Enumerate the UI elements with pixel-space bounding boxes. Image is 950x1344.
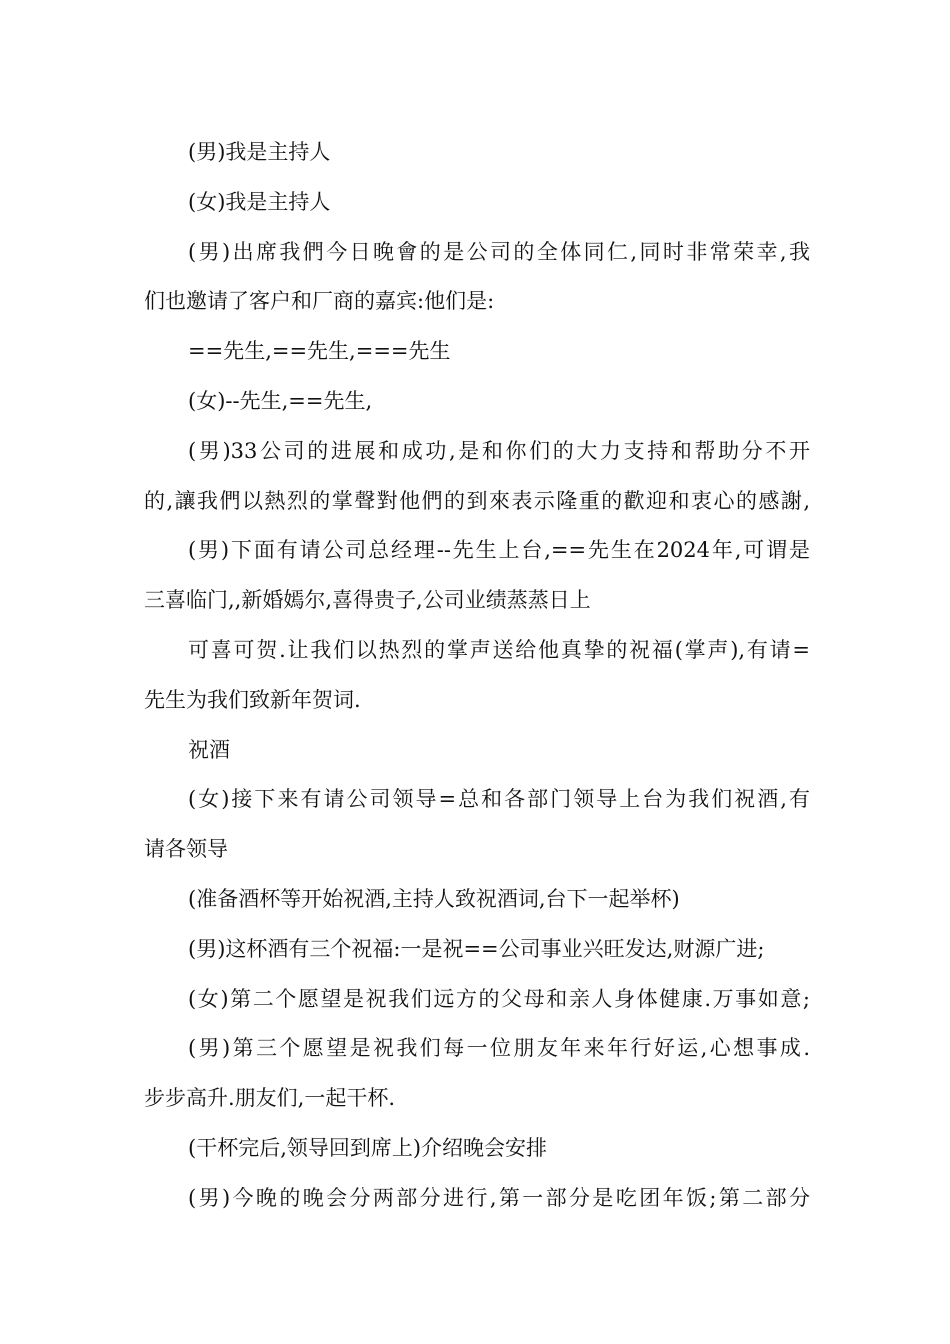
- text-line: 可喜可贺.让我们以热烈的掌声送给他真挚的祝福(掌声),有请=: [188, 637, 810, 662]
- text-line: (男)第三个愿望是祝我们每一位朋友年来年行好运,心想事成.: [188, 1036, 810, 1061]
- text-line: ==先生,==先生,===先生: [188, 339, 451, 364]
- text-line: (准备酒杯等开始祝酒,主持人致祝酒词,台下一起举杯): [188, 886, 680, 911]
- text-line: (男)我是主持人: [188, 140, 331, 164]
- text-line: (男)今晚的晚会分两部分进行,第一部分是吃团年饭;第二部分: [188, 1185, 810, 1210]
- text-line: (男)下面有请公司总经理--先生上台,==先生在2024年,可谓是: [188, 538, 810, 563]
- text-line: (女)--先生,==先生,: [188, 388, 373, 413]
- text-line: 的,讓我們以熱烈的掌聲對他們的到來表示隆重的歡迎和衷心的感謝,: [144, 488, 810, 513]
- text-line: (女)我是主持人: [188, 189, 331, 214]
- text-line: 步步高升.朋友们,一起干杯.: [144, 1086, 396, 1111]
- document-body: [144, 128, 810, 1224]
- text-line: 先生为我们致新年贺词.: [144, 687, 361, 712]
- text-line: (男)33公司的进展和成功,是和你们的大力支持和帮助分不开: [188, 438, 810, 463]
- text-line: 们也邀请了客户和厂商的嘉宾:他们是:: [144, 289, 495, 314]
- text-line: (男)出席我們今日晚會的是公司的全体同仁,同时非常荣幸,我: [188, 239, 810, 264]
- text-line: (女)接下来有请公司领导=总和各部门领导上台为我们祝酒,有: [188, 787, 810, 812]
- text-line: (男)这杯酒有三个祝福:一是祝==公司事业兴旺发达,财源广进;: [188, 936, 765, 961]
- text-line: (干杯完后,领导回到席上)介绍晚会安排: [188, 1135, 548, 1160]
- text-line: (女)第二个愿望是祝我们远方的父母和亲人身体健康.万事如意;: [188, 986, 810, 1011]
- text-line: 祝酒: [188, 737, 230, 762]
- text-line: 请各领导: [144, 837, 228, 862]
- text-line: 三喜临门,,新婚嫣尔,喜得贵子,公司业绩蒸蒸日上: [144, 588, 591, 613]
